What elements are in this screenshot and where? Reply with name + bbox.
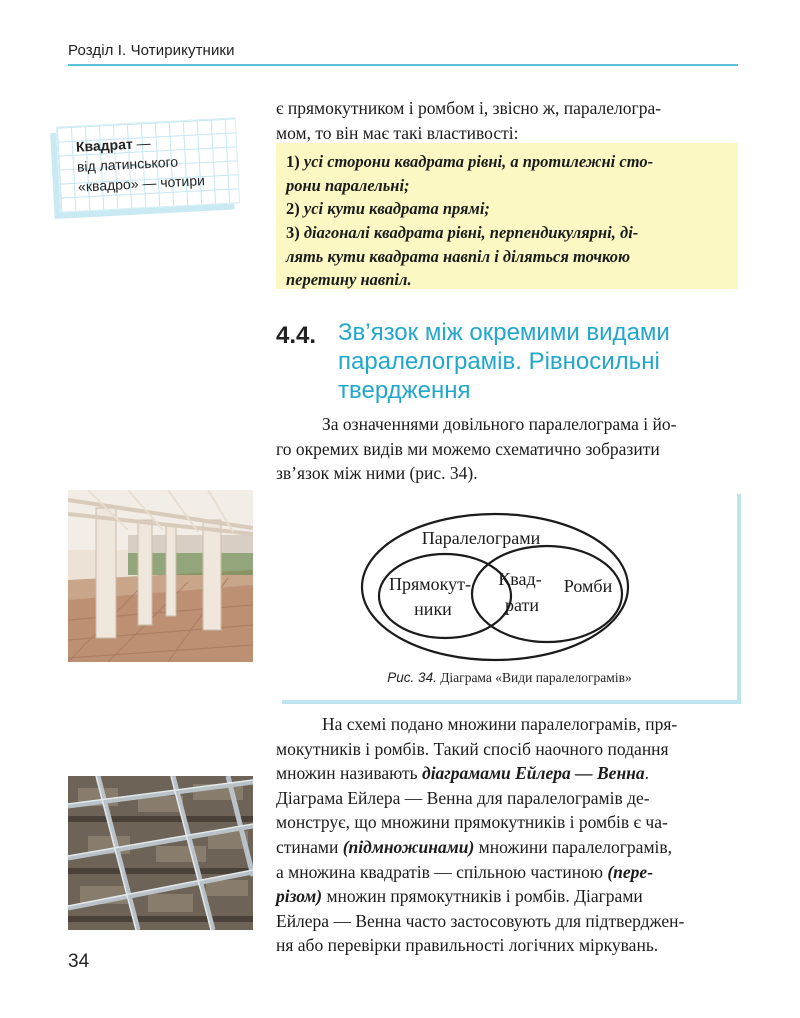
side-note-dash: —	[132, 134, 151, 152]
intersection-term-cont: різом)	[276, 886, 323, 907]
intro-line-1: є прямокутником і ромбом і, звісно ж, паралелогра-	[276, 98, 662, 118]
properties-box	[276, 143, 738, 289]
paragraph-1-line-1: За означеннями довільного паралелограма і йо-	[322, 414, 677, 434]
paragraph-2-line-6	[276, 835, 738, 860]
section-title-line-1: Зв’язок між окремими видами	[338, 319, 670, 346]
intersection-term: (пере-	[607, 861, 654, 882]
property-3-text-cont: лять кути квадрата навпіл і діляться точкою	[286, 246, 631, 266]
paragraph-2-line-8	[276, 884, 738, 909]
intro-line-2: мом, то він має такі властивості:	[276, 122, 519, 143]
rails-illustration	[68, 776, 253, 930]
rectangles-label-2: ники	[414, 599, 452, 619]
subsets-term: (підмножинами)	[342, 836, 475, 857]
side-note-term: Квадрат	[75, 135, 134, 155]
property-3-number: 3)	[286, 223, 300, 242]
section-title-line-2: паралелограмів. Рівносильні	[338, 348, 660, 375]
section-title	[338, 318, 728, 405]
header-rule	[68, 64, 738, 66]
pergola-photo	[68, 490, 253, 662]
paragraph-1-line-2: го окремих видів ми можемо схематично зобразити	[276, 438, 660, 459]
paragraph-2-line-8-b: множин прямокутників і ромбів. Діаграми	[322, 886, 643, 907]
running-header: Розділ І. Чотирикутники	[68, 42, 235, 59]
paragraph-2-line-7-a: а множина квадратів — спільною частиною	[276, 861, 608, 882]
paragraph-2-line-1: На схемі подано множини паралелограмів, пря-	[322, 714, 678, 734]
paragraph-2-line-7	[276, 860, 738, 885]
property-2-text: усі кути квадрата прямі;	[303, 199, 490, 218]
paragraph-2-line-3-c: .	[644, 763, 650, 784]
property-2-number: 2)	[286, 199, 300, 218]
venn-diagram	[282, 494, 737, 694]
paragraph-2-line-5: монструє, що множини прямокутників і ромбів є ча-	[276, 812, 668, 833]
paragraph-2-line-6-c: множини паралелограмів,	[474, 836, 673, 857]
side-note-line-3: «квадро» — чотири	[77, 172, 206, 195]
property-1-number: 1)	[286, 152, 300, 171]
rhombi-label: Ромби	[563, 576, 613, 596]
paragraph-2	[276, 712, 738, 958]
property-1	[286, 150, 734, 197]
side-note-text	[57, 118, 238, 197]
property-3-text-end: перетину навпіл.	[286, 270, 412, 290]
figure-label: Рис. 34.	[387, 670, 437, 685]
property-3	[286, 221, 734, 292]
paragraph-2-line-3-a: множин називають	[276, 763, 423, 784]
paragraph-1	[276, 412, 738, 486]
rails-photo	[68, 776, 253, 930]
paragraph-2-line-10: ня або перевірки правильності логічних міркувань.	[276, 935, 659, 956]
figure-caption	[282, 670, 737, 686]
section-title-line-3: твердження	[338, 377, 471, 404]
intro-paragraph	[276, 96, 738, 145]
page-number: 34	[68, 951, 90, 972]
paragraph-1-line-3: зв’язок між ними (рис. 34).	[276, 463, 478, 484]
property-3-text: діагоналі квадрата рівні, перпендикулярні, ді-	[303, 223, 639, 242]
side-note-line-2: від латинського	[76, 153, 179, 175]
paragraph-2-line-6-a: стинами	[276, 836, 343, 857]
paragraph-2-line-2: мокутників і ромбів. Такий спосіб наочного подання	[276, 738, 669, 759]
paragraph-2-line-9: Ейлера — Венна часто застосовують для підтверджен-	[276, 910, 685, 931]
property-2	[286, 197, 734, 221]
property-1-text: усі сторони квадрата рівні, а протилежні сто-	[303, 152, 654, 171]
euler-venn-term: діаграмами Ейлера — Венна	[422, 763, 645, 784]
pergola-illustration	[68, 490, 253, 662]
figure-caption-text: Діаграма «Види паралелограмів»	[440, 670, 632, 685]
side-note-card	[56, 117, 240, 212]
section-number: 4.4.	[276, 322, 317, 349]
rectangles-label-1: Прямокут-	[388, 574, 472, 594]
squares-label-2: рати	[504, 595, 540, 615]
parallelograms-label: Паралелограми	[421, 528, 541, 548]
property-1-text-cont: рони паралельні;	[286, 175, 410, 195]
paragraph-2-line-3	[276, 761, 738, 786]
paragraph-2-line-4: Діаграма Ейлера — Венна для паралелограмів де-	[276, 787, 650, 808]
squares-label-1: Квад-	[498, 569, 542, 589]
